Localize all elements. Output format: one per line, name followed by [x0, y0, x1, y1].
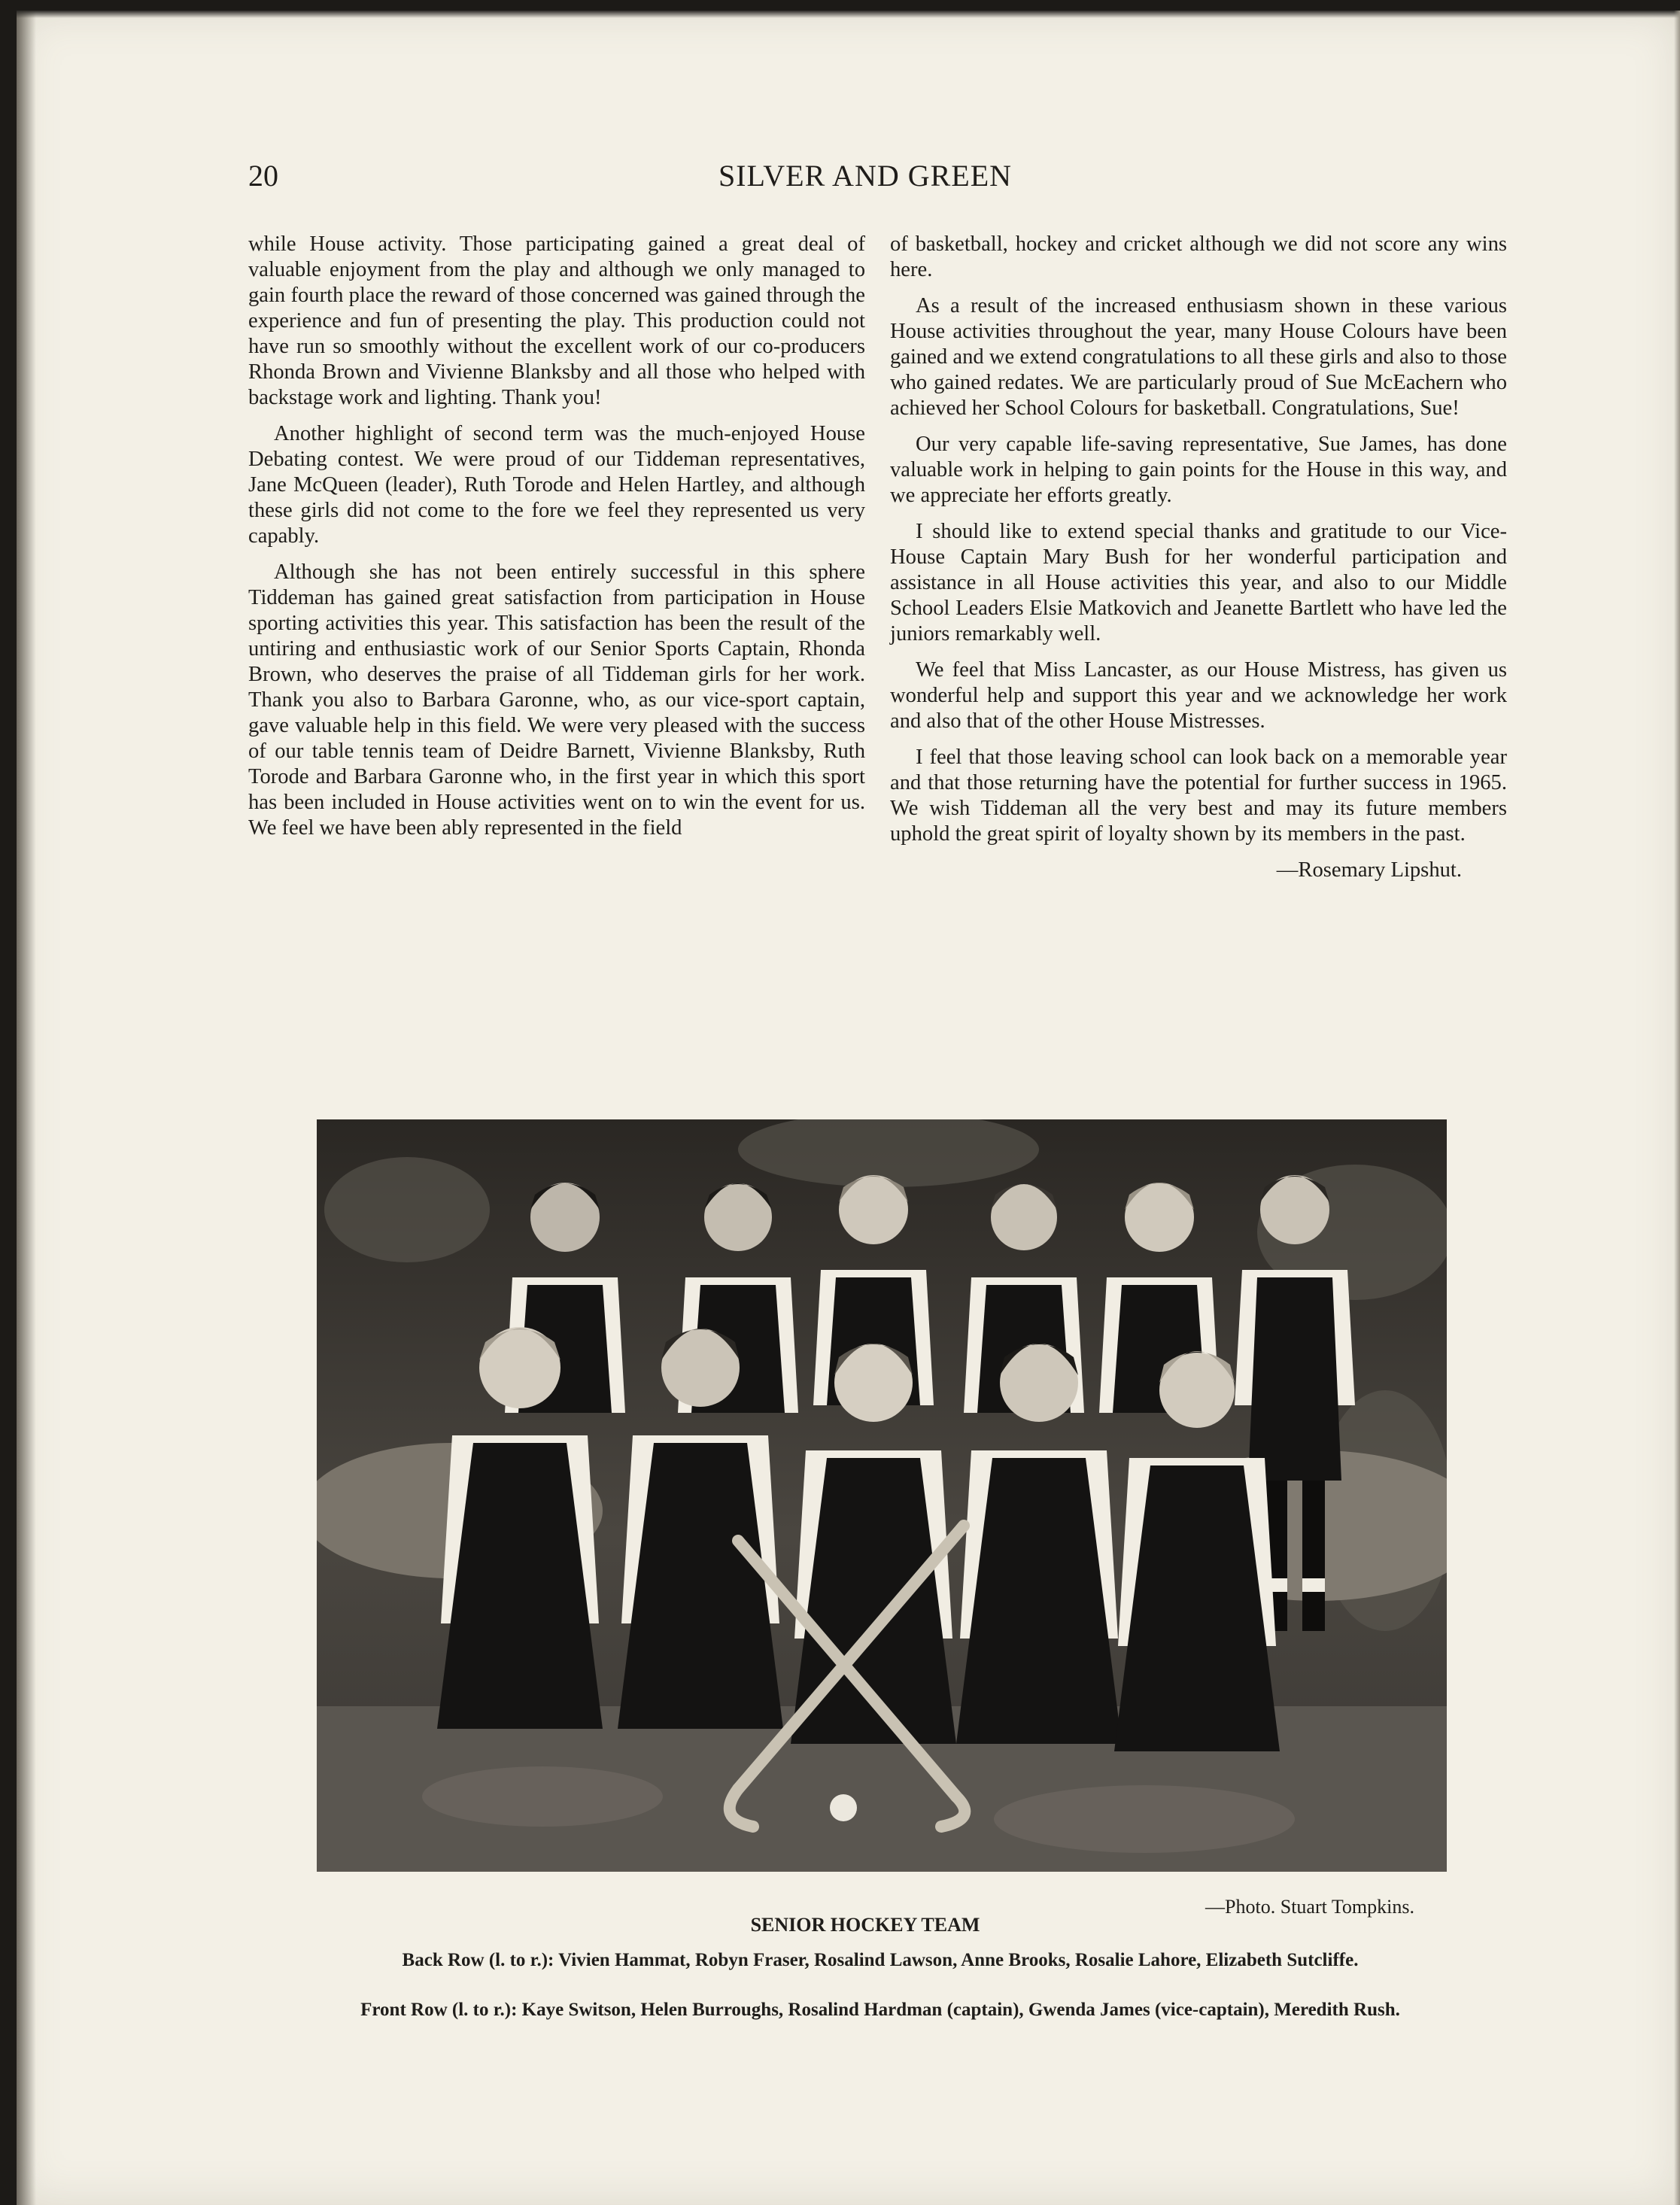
caption-front-row: Front Row (l. to r.): Kaye Switson, Helen Burroughs, Rosalind Hardman (captain), Gwenda James (vice-captain), Meredith Rush.	[360, 2000, 1400, 2020]
paragraph: while House activity. Those participating gained a great deal of valuable enjoyment from the play and although we only managed to gain fourth place the reward of those concerned was gained through the experience and fun of presenting the play. This production could not have run so smoothly without the excellent work of our co-producers Rhonda Brown and Vivienne Blanksby and all those who helped with backstage work and lighting. Thank you!	[248, 232, 865, 409]
paragraph: Although she has not been entirely successful in this sphere Tiddeman has gained great satisfaction from participation in House sporting activities this year. This satisfaction has been the result of the untiring and enthusiastic work of our Senior Sports Captain, Rhonda Brown, who deserves the praise of all Tiddeman girls for her work. Thank you also to Barbara Garonne, who, as our vice-sport captain, gave valuable help in this field. We were very pleased with the success of our table tennis team of Deidre Barnett, Vivienne Blanksby, Ruth Torode and Barbara Garonne who, in the first year in which this sport has been included in House activities went on to win the event for us. We feel we have been ably represented in the field	[248, 560, 865, 840]
paragraph: We feel that Miss Lancaster, as our House Mistress, has given us wonderful help and support this year and we acknowledge her work and also that of the other House Mistresses.	[890, 658, 1507, 733]
page-right-edge	[1674, 11, 1680, 2205]
caption-back-row: Back Row (l. to r.): Vivien Hammat, Robyn Fraser, Rosalind Lawson, Anne Brooks, Rosalie Lahore, Elizabeth Sutcliffe.	[402, 1950, 1359, 1970]
left-column	[248, 232, 865, 852]
team-photograph	[317, 1119, 1447, 1872]
right-column	[890, 232, 1507, 894]
running-head-title: SILVER AND GREEN	[718, 159, 1013, 193]
photo-credit: —Photo. Stuart Tompkins.	[1205, 1896, 1414, 1918]
author-signature: —Rosemary Lipshut.	[1276, 858, 1462, 882]
paragraph: Another highlight of second term was the much-enjoyed House Debating contest. We were proud of our Tiddeman representatives, Jane McQueen (leader), Ruth Torode and Helen Hartley, and although these girls did not come to the fore we feel they represented us very capably.	[248, 422, 865, 548]
paragraph: As a result of the increased enthusiasm shown in these various House activities throughout the year, many House Colours have been gained and we extend congratulations to all these girls and also to those who gained redates. We are particularly proud of Sue McEachern who achieved her School Colours for basketball. Congratulations, Sue!	[890, 294, 1507, 420]
paragraph: of basketball, hockey and cricket although we did not score any wins here.	[890, 232, 1507, 281]
paragraph: I should like to extend special thanks and gratitude to our Vice-House Captain Mary Bush for her wonderful participation and assistance in all House activities this year, and also to our Middle School Leaders Elsie Matkovich and Jeanette Bartlett who have led the juniors remarkably well.	[890, 520, 1507, 645]
photo-illustration	[317, 1119, 1447, 1872]
spine-shadow	[17, 11, 36, 2205]
paragraph: Our very capable life-saving representative, Sue James, has done valuable work in helping to gain points for the House in this way, and we appreciate her efforts greatly.	[890, 433, 1507, 507]
paragraph: I feel that those leaving school can look back on a memorable year and that those returning have the potential for further success in 1965. We wish Tiddeman all the very best and may its future members uphold the great spirit of loyalty shown by its members in the past.	[890, 746, 1507, 846]
page-number: 20	[248, 159, 278, 193]
photo-caption-title: SENIOR HOCKEY TEAM	[750, 1914, 980, 1936]
page-top-edge	[17, 11, 1680, 18]
